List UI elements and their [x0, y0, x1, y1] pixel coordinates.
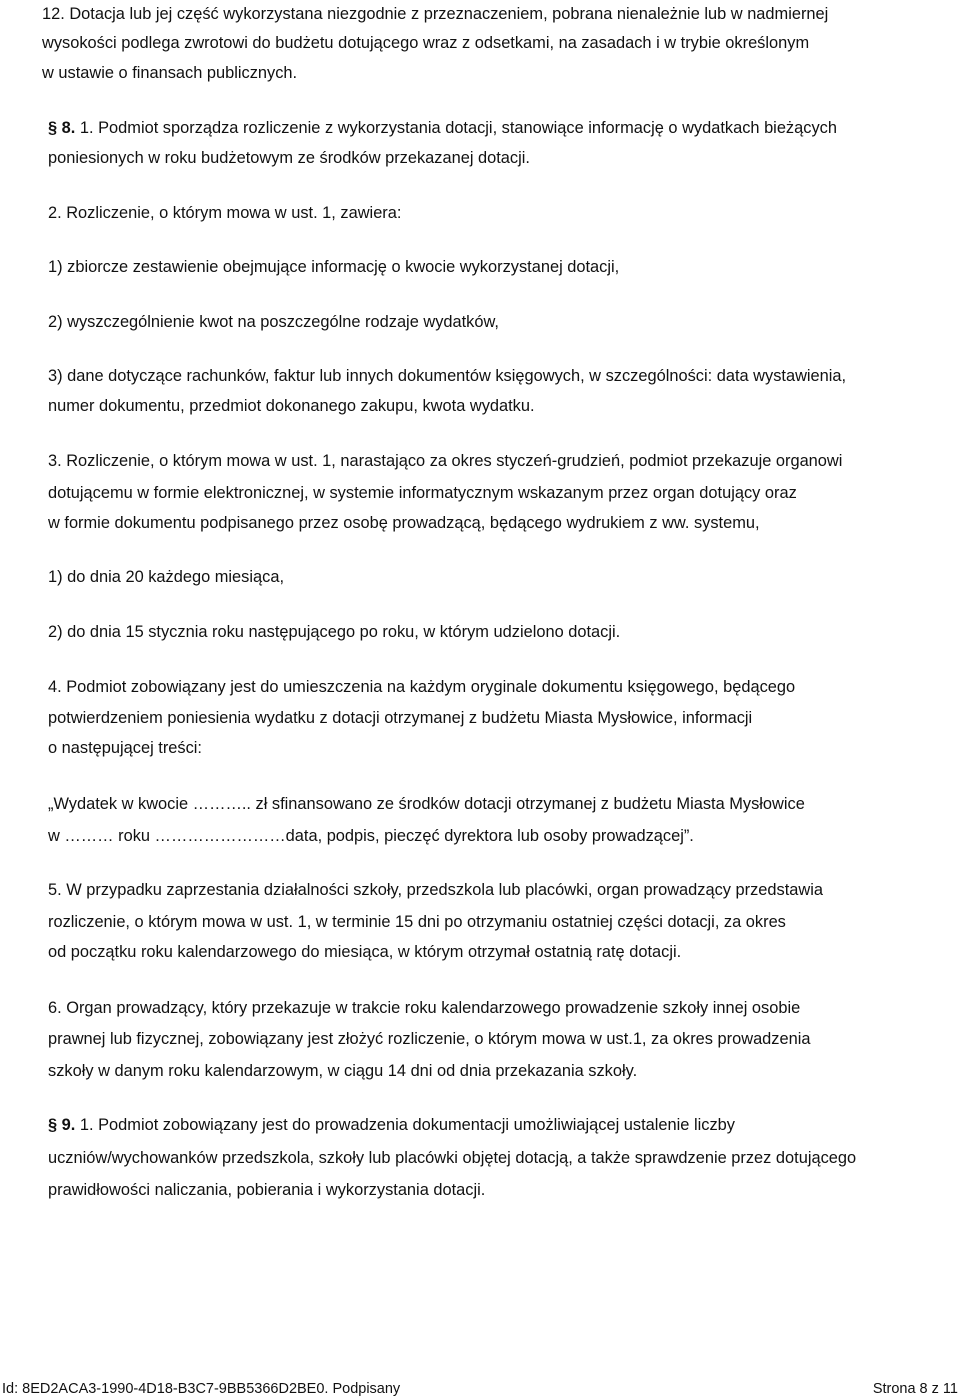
- paragraph-12-line-2: wysokości podlega zwrotowi do budżetu dotującego wraz z odsetkami, na zasadach i w trybie określonym: [42, 34, 810, 52]
- section-8-para-2-item-1: 1) zbiorcze zestawienie obejmujące informację o kwocie wykorzystanej dotacji,: [48, 258, 620, 276]
- section-8-para-1-line-2: poniesionych w roku budżetowym ze środków przekazanej dotacji.: [48, 149, 530, 167]
- section-8-para-4-line-2: potwierdzeniem poniesienia wydatku z dotacji otrzymanej z budżetu Miasta Mysłowice, informacji: [48, 709, 753, 727]
- section-8-number: § 8.: [48, 119, 76, 137]
- section-8-para-6-line-3: szkoły w danym roku kalendarzowym, w ciągu 14 dni od dnia przekazania szkoły.: [48, 1062, 638, 1080]
- document-id-footer: Id: 8ED2ACA3-1990-4D18-B3C7-9BB5366D2BE0. Podpisany: [2, 1381, 401, 1397]
- section-8-para-2: 2. Rozliczenie, o którym mowa w ust. 1, zawiera:: [48, 204, 402, 222]
- section-8-para-2-item-3-line-1: 3) dane dotyczące rachunków, faktur lub innych dokumentów księgowych, w szczególności: data wystawienia,: [48, 367, 847, 385]
- paragraph-12-line-1: 12. Dotacja lub jej część wykorzystana niezgodnie z przeznaczeniem, pobrana nienależnie lub w nadmiernej: [42, 5, 829, 23]
- section-8-para-1-line-1: [48, 118, 837, 138]
- section-8-para-4-line-1: 4. Podmiot zobowiązany jest do umieszczenia na każdym oryginale dokumentu księgowego, będącego: [48, 678, 796, 696]
- quote-line-1: „Wydatek w kwocie ……….. zł sfinansowano ze środków dotacji otrzymanej z budżetu Miasta Mysłowice: [48, 795, 805, 813]
- section-9-para-1-line-3: prawidłowości naliczania, pobierania i wykorzystania dotacji.: [48, 1181, 486, 1199]
- section-8-para-5-line-3: od początku roku kalendarzowego do miesiąca, w którym otrzymał ostatnią ratę dotacji.: [48, 943, 682, 961]
- quote-line-2: w ……… roku ……………………data, podpis, pieczęć dyrektora lub osoby prowadzącej”.: [48, 827, 694, 845]
- paragraph-12-line-3: w ustawie o finansach publicznych.: [42, 64, 298, 82]
- section-9-para-1-text: 1. Podmiot zobowiązany jest do prowadzenia dokumentacji umożliwiającej ustalenie liczby: [75, 1116, 735, 1134]
- section-8-para-1-text: 1. Podmiot sporządza rozliczenie z wykorzystania dotacji, stanowiące informację o wydatkach bieżących: [75, 119, 837, 137]
- section-9-para-1-line-2: uczniów/wychowanków przedszkola, szkoły lub placówki objętej dotacją, a także sprawdzenie przez dotującego: [48, 1149, 857, 1167]
- section-8-para-6-line-1: 6. Organ prowadzący, który przekazuje w trakcie roku kalendarzowego prowadzenie szkoły innej osobie: [48, 999, 801, 1017]
- section-8-para-5-line-2: rozliczenie, o którym mowa w ust. 1, w terminie 15 dni po otrzymaniu ostatniej części dotacji, za okres: [48, 913, 786, 931]
- section-8-para-6-line-2: prawnej lub fizycznej, zobowiązany jest złożyć rozliczenie, o którym mowa w ust.1, za okres prowadzenia: [48, 1030, 811, 1048]
- section-8-para-3-line-2: dotującemu w formie elektronicznej, w systemie informatycznym wskazanym przez organ dotujący oraz: [48, 484, 797, 502]
- section-8-para-2-item-2: 2) wyszczególnienie kwot na poszczególne rodzaje wydatków,: [48, 313, 499, 331]
- section-9-number: § 9.: [48, 1116, 76, 1134]
- section-8-para-3-item-1: 1) do dnia 20 każdego miesiąca,: [48, 568, 284, 586]
- section-8-para-5-line-1: 5. W przypadku zaprzestania działalności szkoły, przedszkola lub placówki, organ prowadzący przedstawia: [48, 881, 823, 899]
- section-8-para-3-line-1: 3. Rozliczenie, o którym mowa w ust. 1, narastająco za okres styczeń-grudzień, podmiot przekazuje organowi: [48, 452, 843, 470]
- section-8-para-4-line-3: o następującej treści:: [48, 739, 202, 757]
- section-8-para-3-line-3: w formie dokumentu podpisanego przez osobę prowadzącą, będącego wydrukiem z ww. systemu,: [48, 514, 760, 532]
- section-9-para-1-line-1: [48, 1115, 735, 1135]
- page-number-footer: Strona 8 z 11: [872, 1381, 958, 1397]
- section-8-para-2-item-3-line-2: numer dokumentu, przedmiot dokonanego zakupu, kwota wydatku.: [48, 397, 535, 415]
- section-8-para-3-item-2: 2) do dnia 15 stycznia roku następującego po roku, w którym udzielono dotacji.: [48, 623, 621, 641]
